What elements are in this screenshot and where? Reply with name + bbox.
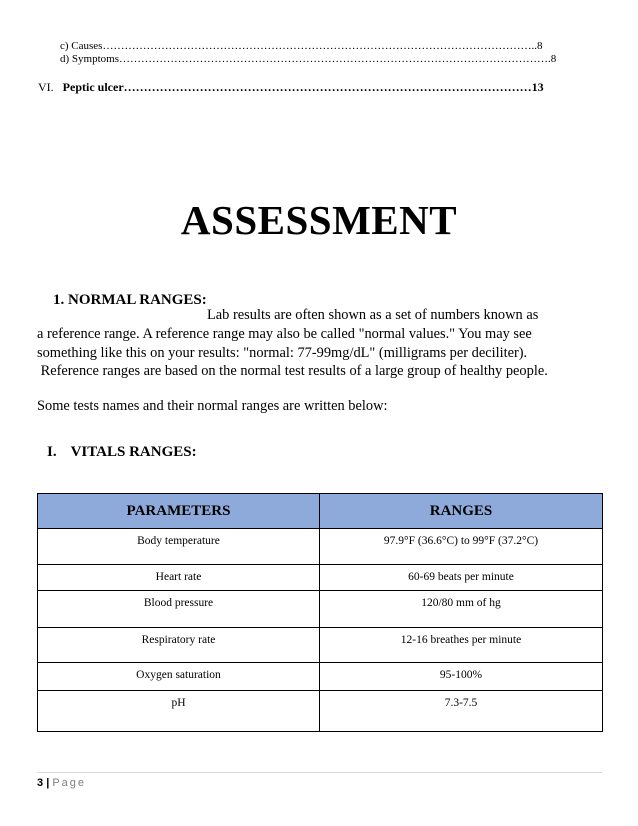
table-cell-range: 12-16 breathes per minute [320, 628, 603, 663]
toc-item-label: c) Causes [60, 40, 103, 52]
footer-separator: | [46, 777, 50, 789]
table-cell-parameter: Blood pressure [38, 591, 320, 628]
paragraph-line: something like this on your results: "normal: 77-99mg/dL" (milligrams per deciliter). [37, 345, 528, 361]
paragraph-line: Some tests names and their normal ranges are written below: [37, 398, 388, 414]
table-cell-range: 7.3-7.5 [320, 691, 603, 732]
table-cell-range: 60-69 beats per minute [320, 565, 603, 591]
table-cell-parameter: Heart rate [38, 565, 320, 591]
table-cell-parameter: pH [38, 691, 320, 732]
toc-leader-dots: ………………………………………………………………………………………… [123, 80, 532, 94]
table-cell-parameter: Respiratory rate [38, 628, 320, 663]
table-cell-parameter: Oxygen saturation [38, 663, 320, 691]
vitals-table [37, 493, 603, 732]
toc-item-page: ..8 [531, 40, 543, 52]
paragraph-line: Reference ranges are based on the normal test results of a large group of healthy people. [37, 363, 548, 379]
table-cell-parameter: Body temperature [38, 529, 320, 565]
table-row [38, 628, 603, 663]
section-heading-vitals [47, 444, 197, 461]
table-cell-range: 120/80 mm of hg [320, 591, 603, 628]
column-header-parameters: PARAMETERS [38, 494, 320, 529]
toc-item-label: d) Symptoms [60, 53, 119, 65]
footer-page-label: Page [52, 777, 87, 789]
toc-item-symptoms [60, 53, 598, 66]
paragraph-line: a reference range. A reference range may also be called "normal values." You may see [37, 326, 532, 342]
table-cell-range: 97.9°F (36.6°C) to 99°F (37.2°C) [320, 529, 603, 565]
toc-item-peptic-ulcer [38, 80, 590, 94]
table-row [38, 663, 603, 691]
toc-item-label: Peptic ulcer [62, 80, 124, 94]
table-row [38, 529, 603, 565]
toc-item-causes [60, 40, 598, 53]
table-row [38, 565, 603, 591]
toc-leader-dots: ……………………………………………………………………………………………………… [118, 53, 548, 65]
table-row [38, 591, 603, 628]
page-footer [37, 777, 86, 789]
column-header-ranges: RANGES [320, 494, 603, 529]
table-row [38, 691, 603, 732]
toc-leader-dots: ……………………………………………………………………………………………………… [102, 40, 532, 52]
page-number: 3 [37, 777, 44, 789]
page-title: ASSESSMENT [180, 197, 458, 243]
section-heading-normal-ranges: 1. NORMAL RANGES: [53, 292, 207, 308]
section-title: VITALS RANGES: [70, 444, 197, 460]
footer-divider [37, 772, 602, 773]
table-header-row [38, 494, 603, 529]
section-number: I. [47, 444, 57, 460]
table-cell-range: 95-100% [320, 663, 603, 691]
toc-item-number: VI. [38, 80, 54, 94]
paragraph-line: Lab results are often shown as a set of numbers known as [207, 307, 539, 323]
toc-item-page: .8 [547, 53, 557, 65]
toc-item-page: 13 [531, 80, 544, 94]
